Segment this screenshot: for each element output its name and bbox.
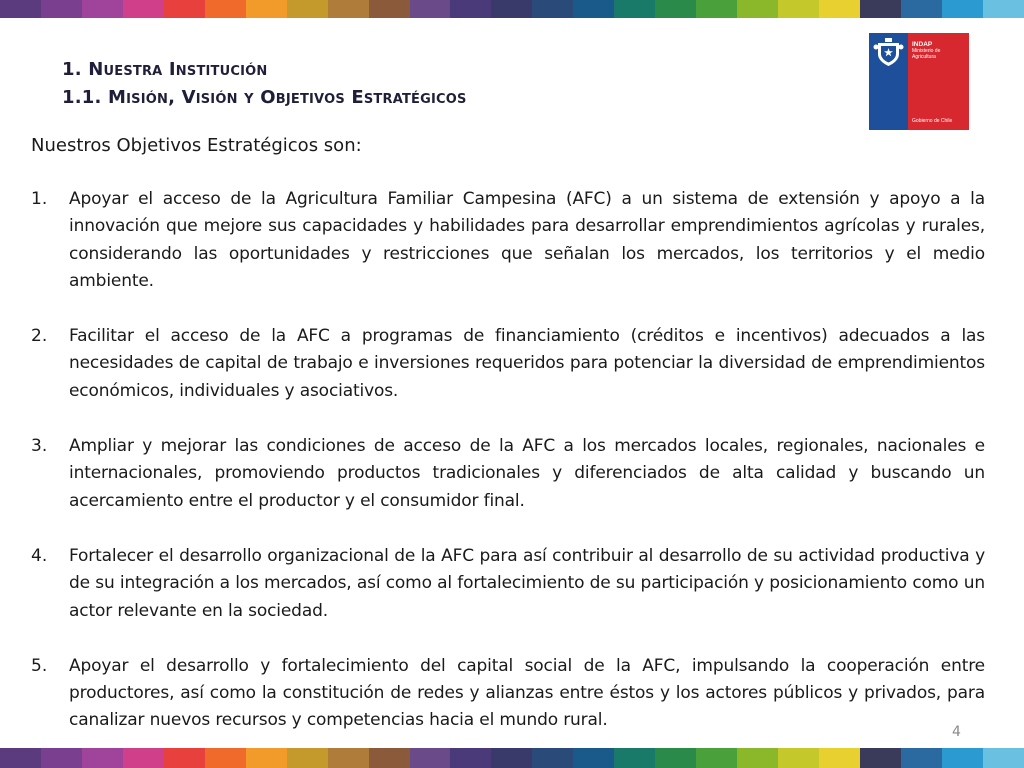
stripe-segment (655, 0, 696, 18)
stripe-segment (328, 0, 369, 18)
coat-of-arms-icon (873, 37, 904, 67)
stripe-segment (942, 0, 983, 18)
stripe-segment (737, 748, 778, 768)
objective-item (31, 433, 985, 515)
stripe-segment (491, 0, 532, 18)
page-number: 4 (952, 724, 961, 740)
stripe-segment (532, 0, 573, 18)
objective-item (31, 186, 985, 295)
stripe-segment (287, 0, 328, 18)
objective-text: Apoyar el acceso de la Agricultura Familiar Campesina (AFC) a un sistema de extensión y apoyo a la innovación que mejore sus capacidades y habilidades para desarrollar emprendimientos agrícolas y rurales, considerando las oportunidades y restricciones que señalan los mercados, los territorios y el medio ambiente. (69, 189, 985, 291)
objective-number: 2. (31, 326, 48, 347)
stripe-segment (123, 0, 164, 18)
stripe-segment (696, 0, 737, 18)
stripe-segment (573, 748, 614, 768)
stripe-segment (123, 748, 164, 768)
objective-item (31, 653, 985, 735)
logo-name: INDAP (912, 41, 933, 48)
stripe-segment (614, 748, 655, 768)
section-title: 1. Nuestra Institución (62, 59, 268, 80)
stripe-segment (164, 0, 205, 18)
stripe-segment (0, 748, 41, 768)
indap-logo (869, 33, 969, 130)
stripe-segment (205, 0, 246, 18)
stripe-segment (246, 748, 287, 768)
stripe-segment (696, 748, 737, 768)
stripe-segment (369, 748, 410, 768)
stripe-segment (450, 748, 491, 768)
objective-text: Ampliar y mejorar las condiciones de acceso de la AFC a los mercados locales, regionales, nacionales e internacionales, promoviendo productos tradicionales y diferenciados de alta calidad y buscando un acercamiento entre el productor y el consumidor final. (69, 436, 985, 511)
objective-item (31, 323, 985, 405)
intro-text: Nuestros Objetivos Estratégicos son: (31, 135, 362, 156)
stripe-segment (860, 748, 901, 768)
objective-number: 1. (31, 189, 48, 209)
stripe-segment (246, 0, 287, 18)
objective-item (31, 543, 985, 625)
stripe-segment (491, 748, 532, 768)
subsection-title: 1.1. Misión, Visión y Objetivos Estratégicos (62, 87, 467, 108)
stripe-segment (983, 0, 1024, 18)
stripe-segment (942, 748, 983, 768)
top-color-stripe (0, 0, 1024, 18)
stripe-segment (287, 748, 328, 768)
objectives-list (31, 186, 985, 763)
logo-subtitle-2: Agricultura (912, 54, 936, 60)
stripe-segment (778, 0, 819, 18)
bottom-color-stripe (0, 748, 1024, 768)
stripe-segment (328, 748, 369, 768)
logo-footer: Gobierno de Chile (912, 118, 953, 124)
stripe-segment (614, 0, 655, 18)
stripe-segment (410, 0, 451, 18)
stripe-segment (0, 0, 41, 18)
objective-number: 5. (31, 655, 48, 676)
stripe-segment (41, 748, 82, 768)
logo-subtitle-1: Ministerio de (912, 48, 941, 54)
stripe-segment (450, 0, 491, 18)
stripe-segment (778, 748, 819, 768)
stripe-segment (410, 748, 451, 768)
stripe-segment (819, 0, 860, 18)
stripe-segment (41, 0, 82, 18)
stripe-segment (860, 0, 901, 18)
stripe-segment (983, 748, 1024, 768)
stripe-segment (901, 748, 942, 768)
stripe-segment (901, 0, 942, 18)
stripe-segment (205, 748, 246, 768)
stripe-segment (819, 748, 860, 768)
objective-number: 4. (31, 545, 48, 566)
objective-text: Facilitar el acceso de la AFC a programas de financiamiento (créditos e incentivos) adecuados a las necesidades de capital de trabajo e inversiones requeridos para potenciar la diversidad de emprendimientos económicos, individuales y asociativos. (69, 326, 985, 401)
objective-text: Fortalecer el desarrollo organizacional de la AFC para así contribuir al desarrollo de su actividad productiva y de su integración a los mercados, así como al fortalecimiento de su participación y posicionamiento como un actor relevante en la sociedad. (69, 545, 985, 621)
objective-text: Apoyar el desarrollo y fortalecimiento del capital social de la AFC, impulsando la cooperación entre productores, así como la constitución de redes y alianzas entre éstos y los actores públicos y privados, para canalizar nuevos recursos y competencias hacia el mundo rural. (69, 655, 985, 731)
stripe-segment (164, 748, 205, 768)
slide-titles (62, 56, 467, 112)
stripe-segment (532, 748, 573, 768)
stripe-segment (82, 0, 123, 18)
stripe-segment (655, 748, 696, 768)
stripe-segment (737, 0, 778, 18)
stripe-segment (82, 748, 123, 768)
stripe-segment (573, 0, 614, 18)
objective-number: 3. (31, 436, 48, 457)
stripe-segment (369, 0, 410, 18)
